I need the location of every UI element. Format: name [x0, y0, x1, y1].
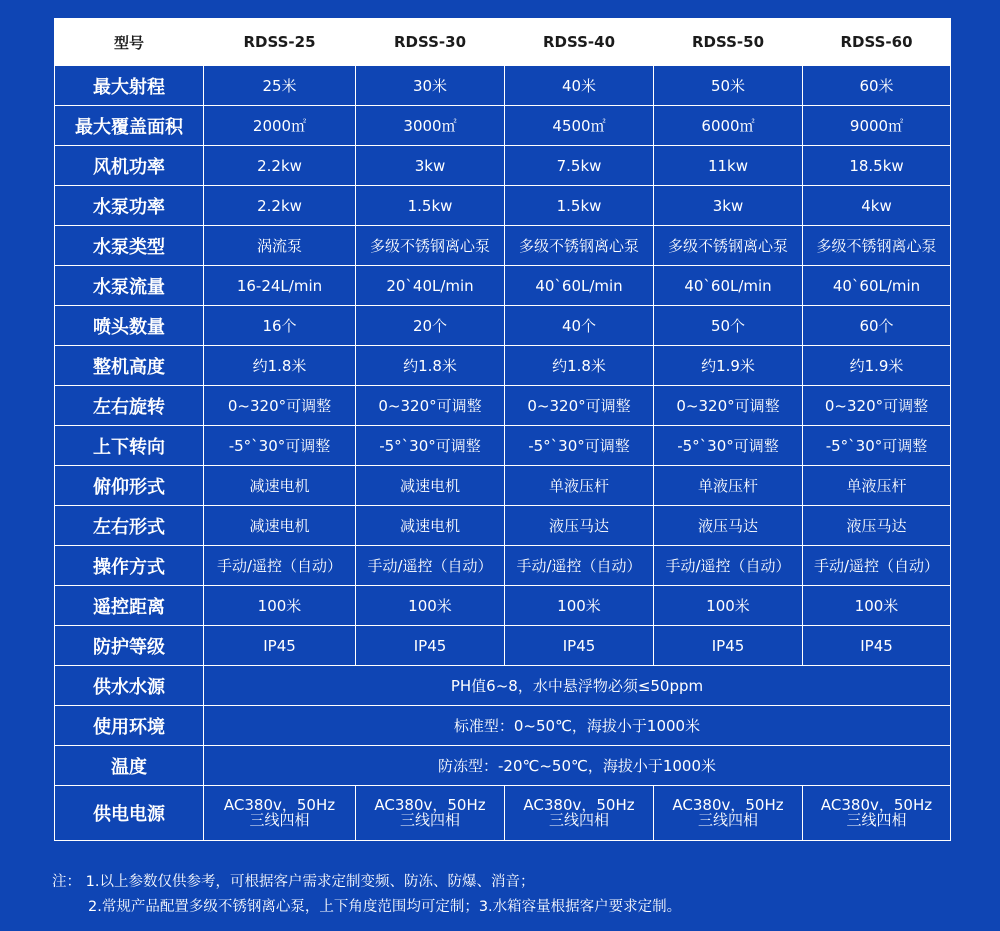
spec-table — [54, 18, 951, 841]
table-row-power — [55, 786, 951, 841]
table-cell: 50个 — [654, 306, 803, 346]
row-label: 水泵功率 — [55, 186, 204, 226]
table-cell: -5°`30°可调整 — [654, 426, 803, 466]
table-cell: -5°`30°可调整 — [803, 426, 951, 466]
power-cell — [356, 786, 505, 841]
table-cell: 3kw — [654, 186, 803, 226]
row-label: 温度 — [55, 746, 204, 786]
table-row — [55, 426, 951, 466]
table-cell: IP45 — [654, 626, 803, 666]
table-cell: 单液压杆 — [654, 466, 803, 506]
power-phase: 三线四相 — [399, 811, 460, 829]
table-row — [55, 266, 951, 306]
table-cell: 0~320°可调整 — [356, 386, 505, 426]
power-phase: 三线四相 — [249, 811, 310, 829]
table-cell: 16-24L/min — [204, 266, 356, 306]
table-body — [55, 66, 951, 841]
footnote-line-1: 注： 1.以上参数仅供参考，可根据客户需求定制变频、防冻、防爆、消音； — [52, 874, 535, 890]
table-cell: 40`60L/min — [654, 266, 803, 306]
table-cell: 20`40L/min — [356, 266, 505, 306]
table-cell: 涡流泵 — [204, 226, 356, 266]
table-row — [55, 186, 951, 226]
table-row-merged — [55, 746, 951, 786]
table-cell: -5°`30°可调整 — [204, 426, 356, 466]
row-label: 最大覆盖面积 — [55, 106, 204, 146]
table-row — [55, 466, 951, 506]
header-cell-rdss-25: RDSS-25 — [204, 19, 356, 66]
table-cell: 30米 — [356, 66, 505, 106]
power-phase: 三线四相 — [846, 811, 907, 829]
table-cell: 0~320°可调整 — [803, 386, 951, 426]
table-cell: 60个 — [803, 306, 951, 346]
row-label: 整机高度 — [55, 346, 204, 386]
table-cell: 11kw — [654, 146, 803, 186]
table-cell: 液压马达 — [654, 506, 803, 546]
header-cell-model: 型号 — [55, 19, 204, 66]
power-cell — [204, 786, 356, 841]
table-cell: 40`60L/min — [803, 266, 951, 306]
table-cell: 100米 — [505, 586, 654, 626]
row-label: 遥控距离 — [55, 586, 204, 626]
power-spec: AC380v，50Hz — [223, 796, 336, 814]
table-row — [55, 106, 951, 146]
table-cell: 9000㎡ — [803, 106, 951, 146]
table-cell: 1.5kw — [356, 186, 505, 226]
merged-cell: 防冻型：-20℃~50℃，海拔小于1000米 — [204, 746, 951, 786]
table-row — [55, 506, 951, 546]
power-cell — [505, 786, 654, 841]
table-cell: 单液压杆 — [803, 466, 951, 506]
table-row-merged — [55, 706, 951, 746]
table-cell: IP45 — [356, 626, 505, 666]
header-cell-rdss-50: RDSS-50 — [654, 19, 803, 66]
merged-cell: 标准型：0~50℃，海拔小于1000米 — [204, 706, 951, 746]
row-label: 左右形式 — [55, 506, 204, 546]
table-cell: 约1.9米 — [803, 346, 951, 386]
table-cell: 多级不锈钢离心泵 — [803, 226, 951, 266]
table-cell: 50米 — [654, 66, 803, 106]
power-phase: 三线四相 — [548, 811, 609, 829]
row-label: 水泵类型 — [55, 226, 204, 266]
table-cell: 约1.9米 — [654, 346, 803, 386]
table-cell: IP45 — [204, 626, 356, 666]
table-cell: 4kw — [803, 186, 951, 226]
table-cell: 手动/遥控（自动） — [505, 546, 654, 586]
table-cell: 手动/遥控（自动） — [356, 546, 505, 586]
table-cell: 100米 — [204, 586, 356, 626]
table-cell: IP45 — [803, 626, 951, 666]
power-spec: AC380v，50Hz — [374, 796, 486, 814]
table-cell: 100米 — [803, 586, 951, 626]
table-cell: 单液压杆 — [505, 466, 654, 506]
table-row — [55, 306, 951, 346]
table-cell: 40米 — [505, 66, 654, 106]
table-cell: 100米 — [356, 586, 505, 626]
power-spec: AC380v，50Hz — [820, 796, 933, 814]
row-label: 防护等级 — [55, 626, 204, 666]
header-cell-rdss-40: RDSS-40 — [505, 19, 654, 66]
table-row — [55, 626, 951, 666]
table-cell: 手动/遥控（自动） — [204, 546, 356, 586]
table-cell: 约1.8米 — [505, 346, 654, 386]
table-cell: 3000㎡ — [356, 106, 505, 146]
table-row — [55, 146, 951, 186]
table-row — [55, 346, 951, 386]
table-row — [55, 386, 951, 426]
power-spec: AC380v，50Hz — [523, 796, 635, 814]
table-cell: 100米 — [654, 586, 803, 626]
table-cell: 40个 — [505, 306, 654, 346]
table-cell: 2.2kw — [204, 186, 356, 226]
table-cell: 手动/遥控（自动） — [654, 546, 803, 586]
table-cell: 0~320°可调整 — [654, 386, 803, 426]
row-label: 左右旋转 — [55, 386, 204, 426]
table-cell: 减速电机 — [204, 466, 356, 506]
row-label: 供电电源 — [55, 786, 204, 841]
header-cell-rdss-30: RDSS-30 — [356, 19, 505, 66]
merged-cell: PH值6~8，水中悬浮物必须≤50ppm — [204, 666, 951, 706]
table-cell: 手动/遥控（自动） — [803, 546, 951, 586]
row-label: 最大射程 — [55, 66, 204, 106]
table-cell: 多级不锈钢离心泵 — [505, 226, 654, 266]
table-cell: 1.5kw — [505, 186, 654, 226]
table-cell: 2000㎡ — [204, 106, 356, 146]
table-cell: 液压马达 — [803, 506, 951, 546]
footnotes — [52, 870, 681, 920]
table-row — [55, 546, 951, 586]
row-label: 喷头数量 — [55, 306, 204, 346]
row-label: 水泵流量 — [55, 266, 204, 306]
row-label: 操作方式 — [55, 546, 204, 586]
table-cell: 4500㎡ — [505, 106, 654, 146]
table-cell: 7.5kw — [505, 146, 654, 186]
row-label: 供水水源 — [55, 666, 204, 706]
power-cell — [654, 786, 803, 841]
header-cell-rdss-60: RDSS-60 — [803, 19, 951, 66]
table-cell: 25米 — [204, 66, 356, 106]
table-row — [55, 586, 951, 626]
row-label: 俯仰形式 — [55, 466, 204, 506]
row-label: 上下转向 — [55, 426, 204, 466]
table-header-row — [55, 19, 951, 66]
table-cell: 液压马达 — [505, 506, 654, 546]
table-row — [55, 226, 951, 266]
table-cell: 2.2kw — [204, 146, 356, 186]
table-cell: 多级不锈钢离心泵 — [356, 226, 505, 266]
table-cell: 18.5kw — [803, 146, 951, 186]
power-cell — [803, 786, 951, 841]
table-cell: -5°`30°可调整 — [356, 426, 505, 466]
table-cell: 约1.8米 — [356, 346, 505, 386]
table-cell: IP45 — [505, 626, 654, 666]
table-row-merged — [55, 666, 951, 706]
table-cell: 多级不锈钢离心泵 — [654, 226, 803, 266]
footnote-line-2: 2.常规产品配置多级不锈钢离心泵，上下角度范围均可定制；3.水箱容量根据客户要求定制。 — [88, 899, 682, 915]
table-cell: 3kw — [356, 146, 505, 186]
table-cell: 0~320°可调整 — [505, 386, 654, 426]
table-cell: 40`60L/min — [505, 266, 654, 306]
table-cell: 减速电机 — [356, 466, 505, 506]
power-spec: AC380v，50Hz — [672, 796, 784, 814]
table-cell: 约1.8米 — [204, 346, 356, 386]
table-cell: 减速电机 — [204, 506, 356, 546]
row-label: 使用环境 — [55, 706, 204, 746]
table-cell: 减速电机 — [356, 506, 505, 546]
table-cell: -5°`30°可调整 — [505, 426, 654, 466]
row-label: 风机功率 — [55, 146, 204, 186]
power-phase: 三线四相 — [697, 811, 758, 829]
table-cell: 20个 — [356, 306, 505, 346]
table-cell: 60米 — [803, 66, 951, 106]
table-cell: 0~320°可调整 — [204, 386, 356, 426]
table-row — [55, 66, 951, 106]
table-cell: 16个 — [204, 306, 356, 346]
table-cell: 6000㎡ — [654, 106, 803, 146]
